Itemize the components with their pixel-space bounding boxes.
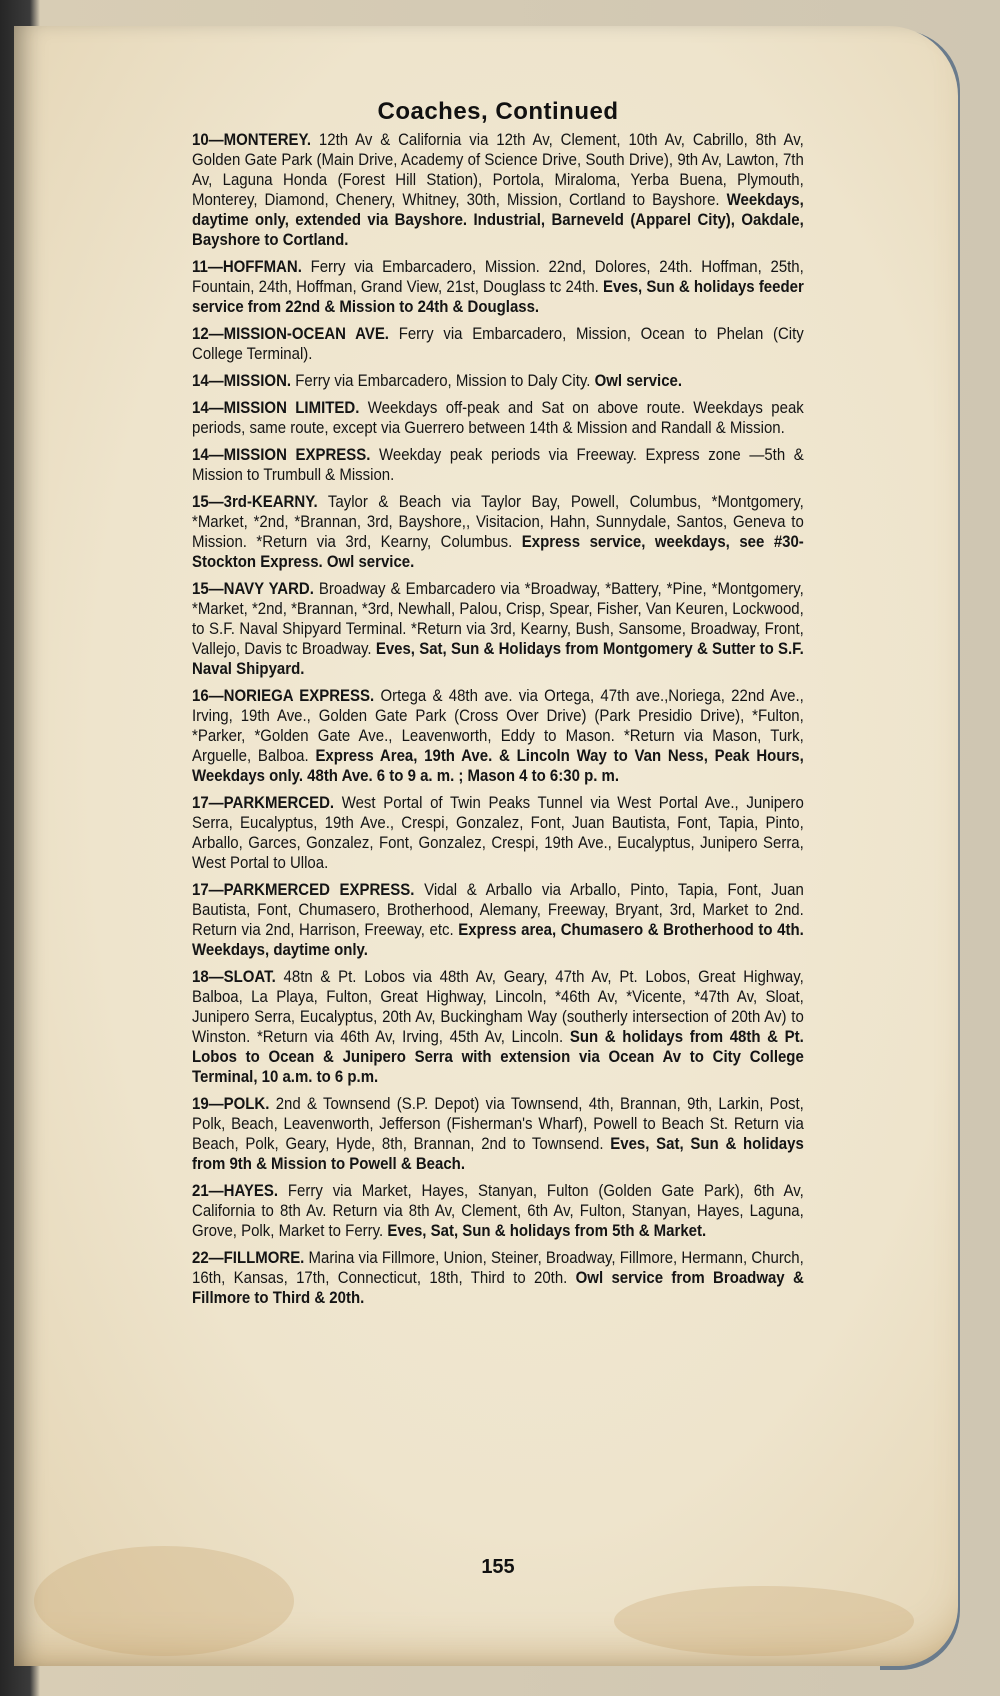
route-service-note: Weekdays, daytime only, extended via Bayshore. Industrial, Barneveld (Apparel City), Oakdale, Bayshore to Cortland. [192, 191, 804, 249]
route-entry [192, 1248, 804, 1308]
route-entry [192, 398, 804, 438]
route-name: 12—MISSION-OCEAN AVE. [192, 325, 389, 343]
route-description: Weekdays off-peak and Sat on above route. Weekdays peak periods, same route, except via Guerrero between 14th & Mission and Randall & Mission. [192, 399, 804, 437]
route-service-note: Owl service. [594, 372, 683, 390]
route-description: Weekday peak periods via Freeway. Express zone —5th & Mission to Trumbull & Mission. [192, 446, 804, 484]
route-description: Vidal & Arballo via Arballo, Pinto, Tapia, Font, Juan Bautista, Font, Chumasero, Brotherhood, Alemany, Freeway, Bryant, 3rd, Market to 2nd. Return via 2nd, Harrison, Freeway, etc. [192, 881, 804, 939]
route-name: 14—MISSION LIMITED. [192, 399, 360, 417]
route-entry [192, 793, 804, 873]
route-description: Broadway & Embarcadero via *Broadway, *Battery, *Pine, *Montgomery, *Market, *2nd, *Brannan, *3rd, Newhall, Palou, Crisp, Spear, Fisher, Van Keuren, Lockwood, to S.F. Naval Shipyard Terminal. *Return via 3rd, Kearny, Bush, Sansome, Broadway, Front, Vallejo, Davis tc Broadway. [192, 580, 804, 658]
route-service-note: Eves, Sat, Sun & holidays from 9th & Mission to Powell & Beach. [192, 1135, 804, 1173]
route-entry [192, 686, 804, 786]
route-description: 48tn & Pt. Lobos via 48th Av, Geary, 47th Av, Pt. Lobos, Great Highway, Balboa, La Playa, Fulton, Great Highway, Lincoln, *46th Av, *Vicente, *47th Av, Sloat, Junipero Serra, Eucalyptus, 20th Av, Buckingham Way (southerly intersection of 20th Av) to Winston. *Return via 46th Av, Irving, 45th Av, Lincoln. [192, 968, 804, 1046]
page-number: 155 [481, 1556, 515, 1578]
route-entry [192, 492, 804, 572]
route-description: 2nd & Townsend (S.P. Depot) via Townsend, 4th, Brannan, 9th, Larkin, Post, Polk, Beach, Leavenworth, Jefferson (Fisherman's Wharf), Powell to Beach St. Return via Beach, Polk, Geary, Hyde, 8th, Brannan, 2nd to Townsend. [192, 1095, 804, 1153]
route-entry [192, 967, 804, 1087]
route-entry [192, 130, 804, 250]
route-description: Taylor & Beach via Taylor Bay, Powell, Columbus, *Montgomery, *Market, *2nd, *Brannan, 3rd, Bayshore,, Visitacion, Hahn, Sunnydale, Santos, Geneva to Mission. *Return via 3rd, Kearny, Columbus. [192, 493, 804, 551]
route-name: 17—PARKMERCED. [192, 794, 335, 812]
route-name: 15—NAVY YARD. [192, 580, 314, 598]
page-content [192, 98, 804, 1578]
route-service-note: Express Area, 19th Ave. & Lincoln Way to Van Ness, Peak Hours, Weekdays only. 48th Ave. 6 to 9 a. m. ; Mason 4 to 6:30 p. m. [192, 747, 804, 785]
route-entry [192, 880, 804, 960]
route-service-note: Eves, Sun & holidays feeder service from 22nd & Mission to 24th & Douglass. [192, 278, 804, 316]
route-name: 21—HAYES. [192, 1182, 279, 1200]
route-name: 22—FILLMORE. [192, 1249, 305, 1267]
route-description: 12th Av & California via 12th Av, Clement, 10th Av, Cabrillo, 8th Av, Golden Gate Park (Main Drive, Academy of Science Drive, South Drive), 9th Av, Lawton, 7th Av, Laguna Honda (Forest Hill Station), Portola, Miraloma, Yerba Buena, Plymouth, Monterey, Diamond, Chenery, Whitney, 30th, Mission, Cortland to Bayshore. [192, 131, 804, 209]
route-description: Ortega & 48th ave. via Ortega, 47th ave.,Noriega, 22nd Ave., Irving, 19th Ave., Golden Gate Park (Cross Over Drive) (Park Presidio Drive), *Fulton, *Parker, *Golden Gate Ave., Leavenworth, Eddy to Mason. *Return via Mason, Turk, Arguelle, Balboa. [192, 687, 804, 765]
route-description: Ferry via Embarcadero, Mission. 22nd, Dolores, 24th. Hoffman, 25th, Fountain, 24th, Hoffman, Grand View, 21st, Douglass tc 24th. [192, 258, 804, 296]
route-description: Ferry via Embarcadero, Mission to Daly City. [291, 372, 595, 390]
route-service-note: Eves, Sat, Sun & holidays from 5th & Market. [387, 1222, 707, 1240]
route-description: Ferry via Embarcadero, Mission, Ocean to Phelan (City College Terminal). [192, 325, 804, 363]
route-service-note: Owl service from Broadway & Fillmore to Third & 20th. [192, 1269, 804, 1307]
route-list [192, 130, 804, 1308]
route-name: 14—MISSION. [192, 372, 292, 390]
route-description: Ferry via Market, Hayes, Stanyan, Fulton (Golden Gate Park), 6th Av, California to 8th Av. Return via 8th Av, Clement, 6th Av, Fulton, Stanyan, Hayes, Laguna, Grove, Polk, Market to Ferry. [192, 1182, 804, 1240]
route-entry [192, 1094, 804, 1174]
route-service-note: Express service, weekdays, see #30-Stockton Express. Owl service. [192, 533, 804, 571]
page-title: Coaches, Continued [377, 98, 619, 125]
route-entry [192, 371, 804, 391]
route-entry [192, 257, 804, 317]
route-entry [192, 445, 804, 485]
route-description: West Portal of Twin Peaks Tunnel via West Portal Ave., Junipero Serra, Eucalyptus, 19th Ave., Crespi, Gonzalez, Font, Juan Bautista, Font, Tapia, Pinto, Arballo, Garces, Gonzalez, Font, Gonzalez, Crespi, 19th Ave., Eucalyptus, Junipero Serra, West Portal to Ulloa. [192, 794, 804, 872]
route-name: 15—3rd-KEARNY. [192, 493, 318, 511]
route-name: 16—NORIEGA EXPRESS. [192, 687, 375, 705]
route-entry [192, 579, 804, 679]
route-name: 18—SLOAT. [192, 968, 276, 986]
booklet-page [14, 26, 958, 1666]
page-stain [614, 1586, 914, 1656]
route-entry [192, 324, 804, 364]
route-description: Marina via Fillmore, Union, Steiner, Broadway, Fillmore, Hermann, Church, 16th, Kansas, 17th, Connecticut, 18th, Third to 20th. [192, 1249, 804, 1287]
route-name: 10—MONTEREY. [192, 131, 312, 149]
route-service-note: Eves, Sat, Sun & Holidays from Montgomery & Sutter to S.F. Naval Shipyard. [192, 640, 804, 678]
route-name: 14—MISSION EXPRESS. [192, 446, 371, 464]
route-service-note: Express area, Chumasero & Brotherhood to 4th. Weekdays, daytime only. [192, 921, 804, 959]
route-name: 11—HOFFMAN. [192, 258, 302, 276]
route-entry [192, 1181, 804, 1241]
route-service-note: Sun & holidays from 48th & Pt. Lobos to Ocean & Junipero Serra with extension via Ocean Av to City College Terminal, 10 a.m. to 6 p.m. [192, 1028, 804, 1086]
route-name: 17—PARKMERCED EXPRESS. [192, 881, 415, 899]
route-name: 19—POLK. [192, 1095, 270, 1113]
